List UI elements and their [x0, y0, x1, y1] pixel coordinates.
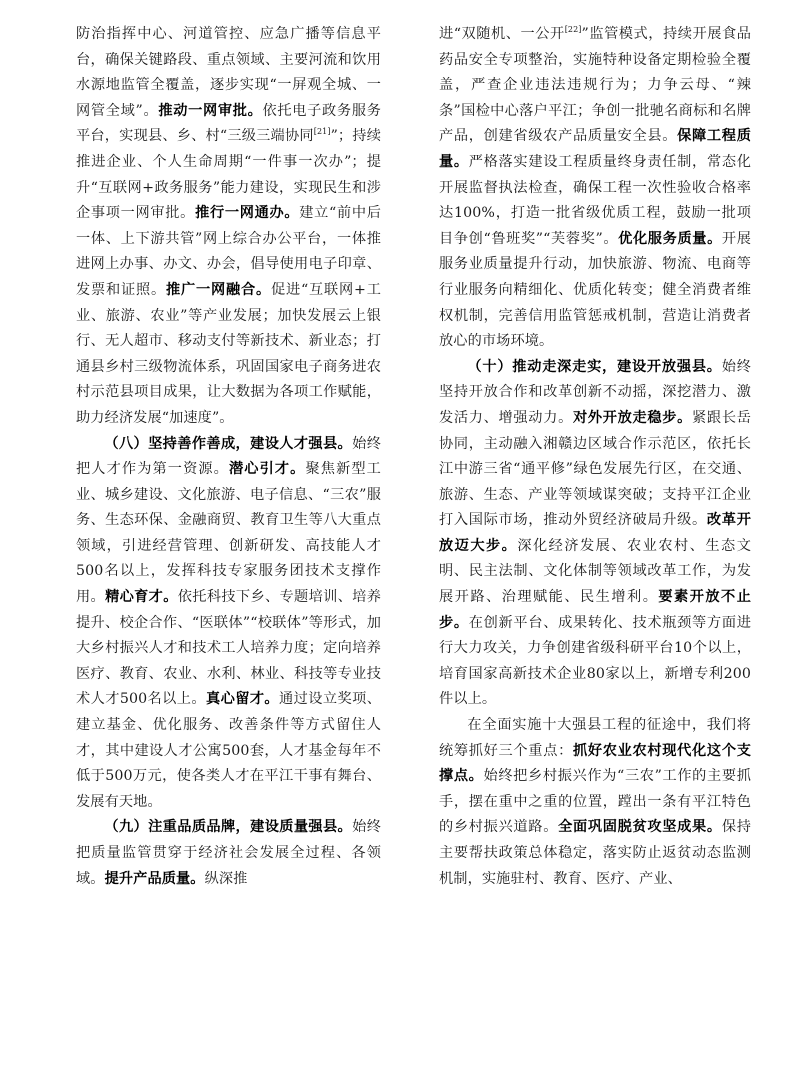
paragraph-quality-supervision — [439, 22, 751, 355]
text-run: 依托电子政务服务平台，实现县、乡、村“三级三端协同 — [76, 102, 381, 145]
text-run: 严格落实建设工程质量终身责任制，常态化开展监督执法检查，确保工程一次性验收合格率达100%，打造一批省级优质工程，鼓励一批项目争创“鲁班奖”“芙蓉奖”。 — [439, 153, 752, 247]
paragraph-quality-strong-county — [76, 815, 381, 892]
bold-heading-run: 要素开放不止步。 — [439, 589, 751, 631]
paragraph-three-key-points — [439, 713, 751, 892]
bold-heading-run: 抓好农业农村现代化这个支撑点。 — [439, 742, 751, 785]
bold-heading-run: 真心留才。 — [205, 691, 280, 708]
bold-heading-run: 优化服务质量。 — [618, 230, 722, 247]
bold-heading-run: 推动一网审批。 — [158, 102, 263, 119]
text-run: 在创新平台、成果转化、技术瓶颈等方面进行大力攻关，力争创建省级科研平台10个以上，培育国家高新技术企业80家以上，新增专利200件以上。 — [439, 614, 752, 708]
paragraph-open-strong-county — [439, 355, 751, 713]
text-run: 促进“互联网+工业、旅游、农业”等产业发展；加快发展云上银行、无人超市、移动支付等新技术、新业态；打通县乡村三级物流体系，巩固国家电子商务进农村示范县项目成果，让大数据为各项工作赋能，助力经济发展“加速度”。 — [76, 281, 381, 426]
text-run: 通过设立奖项、建立基金、优化服务、改善条件等方式留住人才，其中建设人才公寓500套，人才基金每年不低于500万元，使各类人才在平江干事有舞台、发展有天地。 — [76, 691, 381, 810]
bold-heading-run: 推广一网融合。 — [165, 281, 271, 298]
text-run: 开展服务业质量提升行动，加快旅游、物流、电商等行业服务向精细化、优质化转变；健全消费者维权机制，完善信用监管惩戒机制，营造让消费者放心的市场环境。 — [439, 230, 751, 350]
bold-heading-run: （九）注重品质品牌，建设质量强县。 — [104, 819, 353, 836]
text-run: 建立“前中后一体、上下游共管”网上综合办公平台，一体推进网上办事、办文、办会，倡导使用电子印章、发票和证照。 — [76, 205, 381, 298]
paragraph-digital-governance — [76, 22, 381, 432]
bold-heading-run: 全面巩固脱贫攻坚成果。 — [558, 819, 722, 836]
text-run: 始终坚持开放合作和改革创新不动摇，深挖潜力、激发活力、增强动力。 — [439, 358, 751, 426]
text-run: 紧跟长岳协同，主动融入湘赣边区域合作示范区，依托长江中游三省“通平修”绿色发展先行区，在交通、旅游、生态、产业等领域谋突破；支持平江企业打入国际市场，推动外贸经济破局升级。 — [439, 409, 751, 529]
footnote-marker: [22] — [564, 25, 582, 34]
footnote-marker: [21] — [313, 127, 331, 137]
bold-heading-run: 改革开放迈大步。 — [439, 512, 751, 554]
text-run: 始终把质量监管贯穿于经济社会发展全过程、各领域。 — [76, 819, 382, 887]
paragraph-talent-strong-county — [76, 432, 381, 816]
text-run: 纵深推 — [204, 870, 248, 887]
text-run: 在全面实施十大强县工程的征途中，我们将统筹抓好三个重点： — [439, 717, 751, 759]
bold-heading-run: 潜心引才。 — [228, 461, 306, 478]
text-run: 依托科技下乡、专题培训、培养提升、校企合作、“医联体”“校联体”等形式，加大乡村振兴人才和技术工人培养力度；定向培养医疗、教育、农业、水利、林业、科技等专业技术人才500名以上。 — [76, 589, 382, 708]
text-run: 聚焦新型工业、城乡建设、文化旅游、电子信息、“三农”服务、生态环保、金融商贸、教育卫生等八大重点领域，引进经营管理、创新研发、高技能人才500名以上，发挥科技专家服务团技术支撑作用。 — [76, 461, 381, 606]
text-run: 防治指挥中心、河道管控、应急广播等信息平台，确保关键路段、重点领域、主要河流和饮用水源地监管全覆盖，逐步实现“一屏观全城、一网管全域”。 — [76, 26, 381, 119]
left-column — [76, 22, 381, 1077]
text-run: 始终把乡村振兴作为“三农”工作的主要抓手，摆在重中之重的位置，蹚出一条有平江特色的乡村振兴道路。 — [439, 768, 751, 836]
bold-heading-run: 精心育才。 — [105, 589, 178, 606]
bold-heading-run: 对外开放走稳步。 — [572, 409, 693, 426]
bold-heading-run: 推行一网通办。 — [195, 205, 300, 222]
bold-heading-run: （八）坚持善作善成，建设人才强县。 — [104, 435, 353, 452]
bold-heading-run: 提升产品质量。 — [104, 870, 205, 887]
text-run: 保持主要帮扶政策总体稳定，落实防止返贫动态监测机制，实施驻村、教育、医疗、产业、 — [439, 819, 751, 887]
bold-heading-run: （十）推动走深走实，建设开放强县。 — [467, 358, 722, 375]
text-run: 始终把人才作为第一资源。 — [76, 435, 382, 478]
right-column — [439, 22, 751, 1077]
bold-heading-run: 保障工程质量。 — [439, 128, 751, 170]
text-run: 深化经济发展、农业农村、生态文明、民主法制、文化体制等领域改革工作，为发展开路、治理赋能、民生增利。 — [439, 537, 751, 606]
text-run: 进“双随机、一公开 — [439, 26, 565, 42]
text-run: ”；持续推进企业、个人生命周期“一件事一次办”；提升“互联网+政务服务”能力建设，实现民生和涉企事项一网审批。 — [76, 128, 381, 222]
text-run: ”监管模式，持续开展食品药品安全专项整治，实施特种设备定期检验全覆盖，严查企业违法违规行为；力争云母、“辣条”国检中心落户平江；争创一批驰名商标和名牌产品，创建省级农产品质量安全县。 — [439, 26, 751, 145]
